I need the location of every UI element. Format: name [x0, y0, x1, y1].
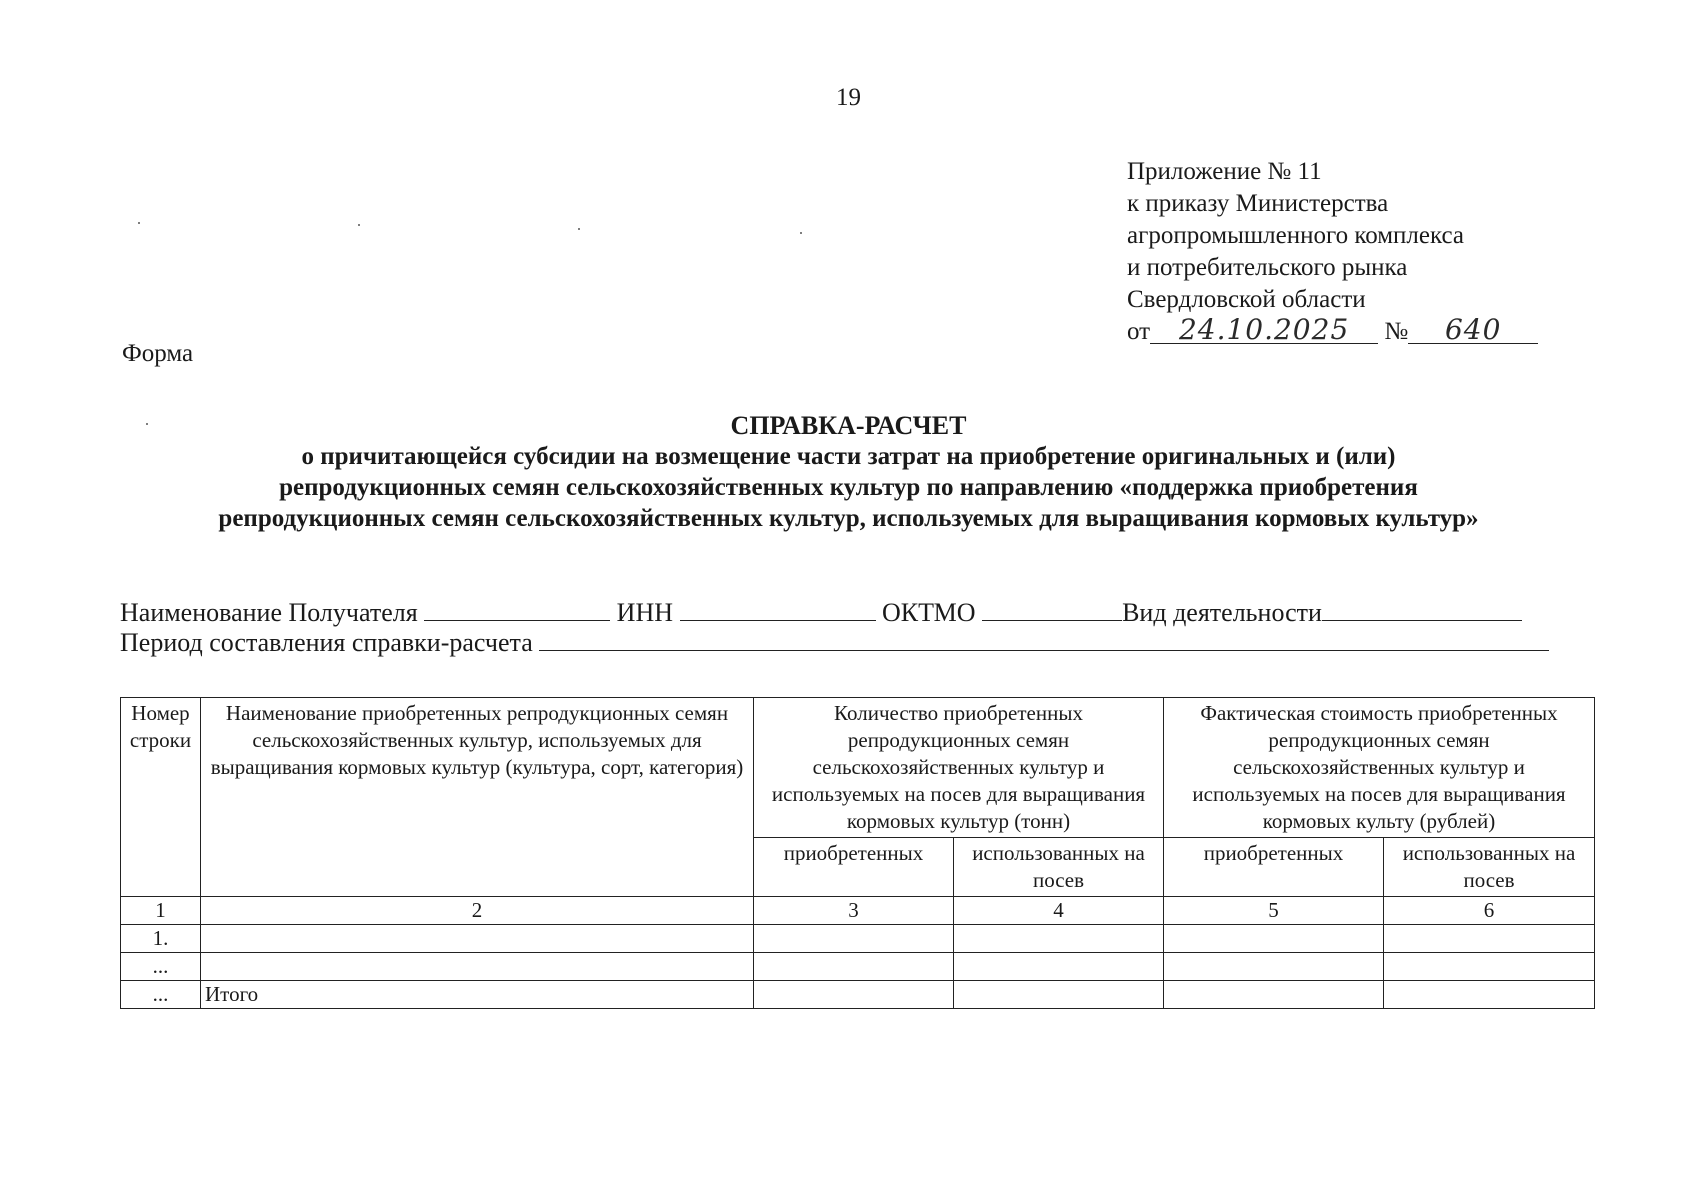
appendix-block: [1127, 156, 1538, 348]
total-label-cell: Итого: [201, 981, 754, 1009]
appendix-line: Приложение № 11: [1127, 158, 1322, 185]
header-cost: Фактическая стоимость приобретенных репродукционных семян сельскохозяйственных культур и используемых на посев для выращивания кормовых культу (рублей): [1164, 698, 1595, 838]
period-input-line[interactable]: [539, 630, 1549, 651]
title-line: репродукционных семян сельскохозяйственных культур, используемых для выращивания кормовых культур»: [218, 505, 1479, 532]
cost-used-cell[interactable]: [1384, 925, 1595, 953]
column-number: 3: [754, 897, 954, 925]
appendix-line: Свердловской области: [1127, 286, 1366, 313]
inn-label: ИНН: [616, 598, 674, 627]
title-main: СПРАВКА-РАСЧЕТ: [730, 411, 967, 440]
date-prefix: от: [1127, 318, 1151, 345]
order-number-handwritten: 640: [1408, 317, 1538, 344]
row-number-cell: ...: [121, 953, 201, 981]
quantity-purchased-cell[interactable]: [754, 953, 954, 981]
seed-name-cell[interactable]: [201, 953, 754, 981]
subheader-cost-used: использованных на посев: [1384, 838, 1595, 897]
document-title: [0, 410, 1697, 534]
oktmo-label: ОКТМО: [882, 598, 976, 627]
column-number: 4: [954, 897, 1164, 925]
column-number: 5: [1164, 897, 1384, 925]
order-date-handwritten: 24.10.2025: [1150, 317, 1378, 344]
header-seed-name: Наименование приобретенных репродукционных семян сельскохозяйственных культур, используемых для выращивания кормовых культур (культура, сорт, категория): [201, 698, 754, 897]
row-number-cell: ...: [121, 981, 201, 1009]
column-number: 6: [1384, 897, 1595, 925]
cost-used-cell[interactable]: [1384, 953, 1595, 981]
activity-input-line[interactable]: [1322, 600, 1522, 621]
title-line: о причитающейся субсидии на возмещение части затрат на приобретение оригинальных и (или): [301, 443, 1396, 470]
quantity-used-cell[interactable]: [954, 981, 1164, 1009]
scan-speck: [578, 228, 580, 230]
quantity-purchased-cell[interactable]: [754, 925, 954, 953]
quantity-used-cell[interactable]: [954, 953, 1164, 981]
scan-speck: [800, 232, 802, 234]
number-prefix: №: [1384, 318, 1409, 345]
seed-name-cell[interactable]: [201, 925, 754, 953]
recipient-input-line[interactable]: [424, 600, 610, 621]
scan-speck: [146, 423, 148, 425]
form-label: Форма: [122, 340, 194, 367]
activity-label: Вид деятельности: [1122, 598, 1322, 627]
page-number: 19: [836, 84, 861, 111]
quantity-used-cell[interactable]: [954, 925, 1164, 953]
table-header-row: [121, 698, 1595, 838]
title-line: репродукционных семян сельскохозяйственных культур по направлению «поддержка приобретения: [279, 474, 1418, 501]
column-number: 1: [121, 897, 201, 925]
scan-speck: [138, 222, 140, 224]
recipient-fields: [120, 598, 1549, 658]
row-number-cell: 1.: [121, 925, 201, 953]
oktmo-input-line[interactable]: [982, 600, 1122, 621]
quantity-purchased-cell[interactable]: [754, 981, 954, 1009]
cost-purchased-cell[interactable]: [1164, 953, 1384, 981]
fields-line-2: [120, 628, 1549, 658]
cost-purchased-cell[interactable]: [1164, 925, 1384, 953]
appendix-line: и потребительского рынка: [1127, 254, 1408, 281]
cost-purchased-cell[interactable]: [1164, 981, 1384, 1009]
recipient-label: Наименование Получателя: [120, 598, 418, 627]
cost-used-cell[interactable]: [1384, 981, 1595, 1009]
column-number-row: [121, 897, 1595, 925]
table-row: [121, 925, 1595, 953]
order-date-number-line: [1127, 313, 1538, 348]
inn-input-line[interactable]: [680, 600, 876, 621]
subheader-quantity-purchased: приобретенных: [754, 838, 954, 897]
column-number: 2: [201, 897, 754, 925]
subheader-cost-purchased: приобретенных: [1164, 838, 1384, 897]
table-row-total: [121, 981, 1595, 1009]
appendix-line: агропромышленного комплекса: [1127, 222, 1465, 249]
header-quantity: Количество приобретенных репродукционных семян сельскохозяйственных культур и используемых на посев для выращивания кормовых культур (тонн): [754, 698, 1164, 838]
table-row: [121, 953, 1595, 981]
period-label: Период составления справки-расчета: [120, 628, 533, 657]
subheader-quantity-used: использованных на посев: [954, 838, 1164, 897]
appendix-line: к приказу Министерства: [1127, 190, 1389, 217]
subsidy-calculation-table: [120, 697, 1595, 1009]
header-row-number: Номер строки: [121, 698, 201, 897]
fields-line-1: [120, 598, 1549, 628]
scan-speck: [358, 224, 360, 226]
